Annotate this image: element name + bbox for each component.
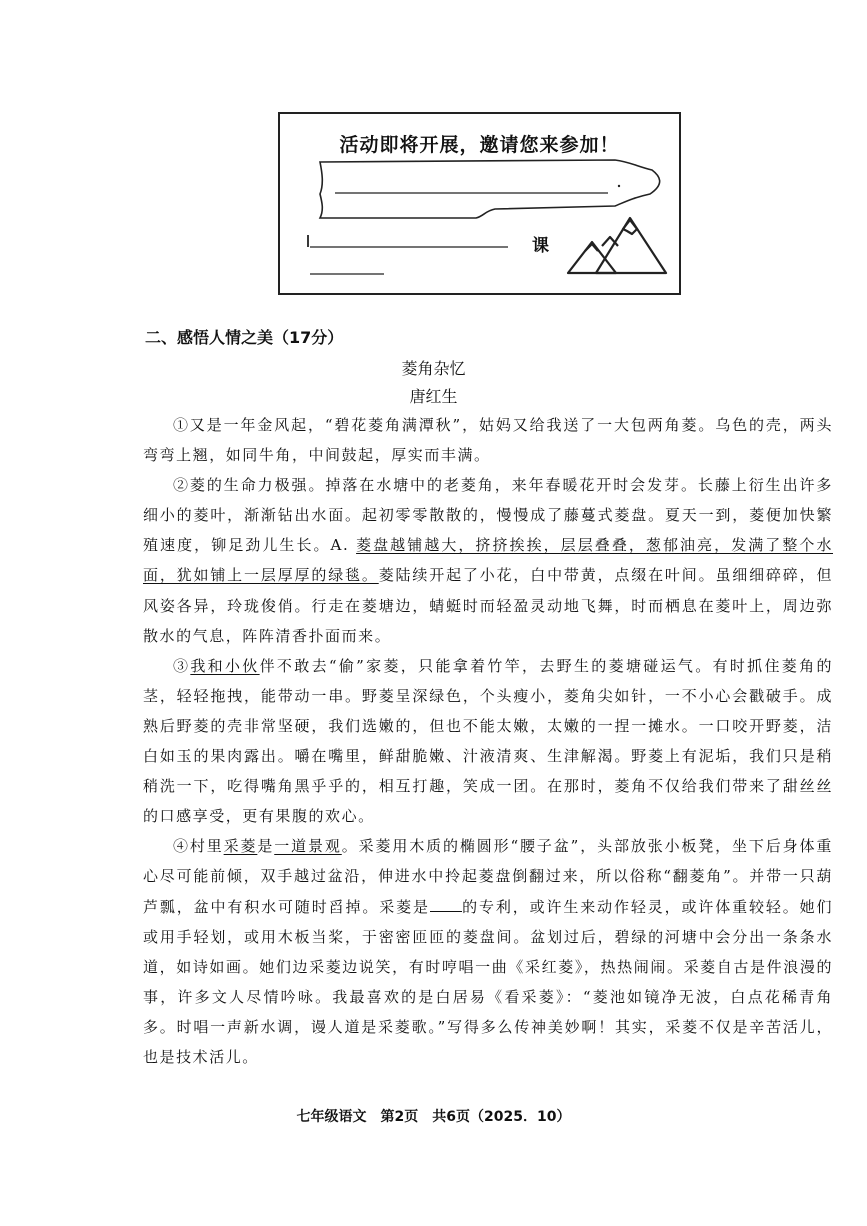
section-heading: 二、感悟人情之美（17分） <box>145 328 344 347</box>
paragraph-4-text-b: 是 <box>257 837 275 856</box>
fill-in-blank <box>430 897 462 912</box>
ribbon-shape <box>320 160 660 218</box>
paragraph-4-text-c: 。采菱用木质的椭圆形“腰子盆”，头部放张小板凳，坐下后身体重心尽可能前倾，双手越过盆沿，伸进水中拎起菱盘倒翻过来，所以俗称“翻菱角”。并带一只葫芦瓢，盆中有积水可随时舀掉。采菱是 <box>143 837 833 916</box>
card-line-suffix: 课 <box>532 236 549 256</box>
card-title: 活动即将开展，邀请您来参加！ <box>339 134 620 156</box>
paragraph-2-text-b: 菱陆续开起了小花，白中带黄，点缀在叶间。虽细细碎碎，但风姿各异，玲珑俊俏。行走在菱塘边，蜻蜓时而轻盈灵动地飞舞，时而栖息在菱叶上，周边弥散水的气息，阵阵清香扑面而来。 <box>143 566 834 645</box>
mountain-icon <box>568 218 666 273</box>
paragraph-2 <box>143 470 833 651</box>
article-body <box>143 410 833 1072</box>
paragraph-4-text-a: ④村里 <box>173 837 224 856</box>
paragraph-4-underlined-word-1: 采菱 <box>223 837 258 856</box>
paragraph-4-underlined-word-2: 一道景观 <box>274 837 342 856</box>
paragraph-3-text-a: ③ <box>173 656 191 675</box>
paragraph-2-text-a: ②菱的生命力极强。掉落在水塘中的老菱角，来年春暖花开时会发芽。长藤上衍生出许多细小的菱叶，渐渐钻出水面。起初零零散散的，慢慢成了藤蔓式菱盘。夏天一到，菱便加快繁殖速度，铆足劲儿生长。A. <box>143 476 833 555</box>
answer-line-1-dot <box>618 185 620 187</box>
paragraph-3 <box>143 651 833 832</box>
article-author: 唐红生 <box>409 387 458 406</box>
page-footer: 七年级语文 第2页 共6页（2025．10） <box>296 1109 571 1125</box>
paragraph-2-underlined-sentence: 菱盘越铺越大，挤挤挨挨，层层叠叠，葱郁油亮，发满了整个水面，犹如铺上一层厚厚的绿毯。 <box>143 536 833 585</box>
activity-card <box>278 112 681 295</box>
paragraph-3-underlined-phrase: 我和小伙 <box>190 656 260 675</box>
paragraph-1 <box>143 410 833 470</box>
article-title: 菱角杂忆 <box>401 359 466 378</box>
paragraph-4 <box>143 831 833 1072</box>
paragraph-1-text: ①又是一年金风起，“碧花菱角满潭秋”，姑妈又给我送了一大包两角菱。乌色的壳，两头弯弯上翘，如同牛角，中间鼓起，厚实而丰满。 <box>143 416 833 465</box>
paragraph-3-text-b: 伴不敢去“偷”家菱，只能拿着竹竿，去野生的菱塘碰运气。有时抓住菱角的茎，轻轻拖拽，能带动一串。野菱呈深绿色，个头瘦小，菱角尖如针，一不小心会戳破手。成熟后野菱的壳非常坚硬，我们选嫩的，但也不能太嫩，太嫩的一捏一摊水。一口咬开野菱，洁白如玉的果肉露出。嚼在嘴里，鲜甜脆嫩、汁液清爽、生津解渴。野菱上有泥垢，我们只是稍稍洗一下，吃得嘴角黑乎乎的，相互打趣，笑成一团。在那时，菱角不仅给我们带来了甜丝丝的口感享受，更有果腹的欢心。 <box>143 656 833 826</box>
paragraph-4-text-d: 的专利，或许生来动作轻灵，或许体重较轻。她们或用手轻划，或用木板当桨，于密密匝匝的菱盘间。盆划过后，碧绿的河塘中会分出一条条水道，如诗如画。她们边采菱边说笑，有时哼唱一曲《采红菱》，热热闹闹。采菱自古是件浪漫的事，许多文人尽情吟咏。我最喜欢的是白居易《看采菱》：“菱池如镜净无波，白点花稀青角多。时唱一声新水调，谩人道是采菱歌。”写得多么传神美妙啊！其实，采菱不仅是辛苦活儿，也是技术活儿。 <box>143 897 833 1066</box>
